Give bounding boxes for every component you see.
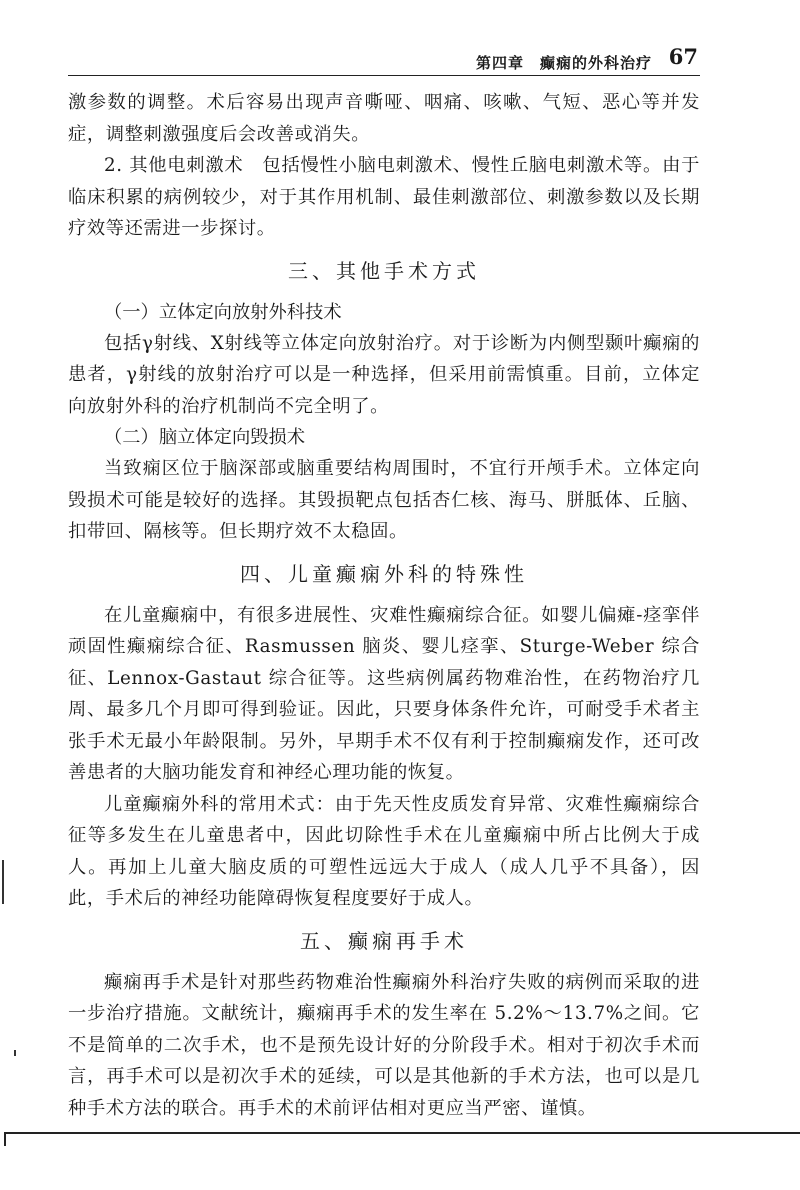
page-body — [68, 87, 700, 1124]
paragraph: 儿童癫痫外科的常用术式：由于先天性皮质发育异常、灾难性癫痫综合征等多发生在儿童患者中，因此切除性手术在儿童癫痫中所占比例大于成人。再加上儿童大脑皮质的可塑性远远大于成人（成人几乎不具备），因此，手术后的神经功能障碍恢复程度要好于成人。 — [68, 793, 700, 909]
paragraph: 激参数的调整。术后容易出现声音嘶哑、咽痛、咳嗽、气短、恶心等并发症，调整刺激强度后会改善或消失。 — [68, 92, 700, 145]
section-heading: 三、其他手术方式 — [288, 258, 480, 283]
page-number: 67 — [668, 44, 698, 69]
section-heading: 四、儿童癫痫外科的特殊性 — [240, 561, 528, 586]
footer-tick — [4, 1132, 6, 1146]
paragraph: 2. 其他电刺激术 包括慢性小脑电刺激术、慢性丘脑电刺激术等。由于临床积累的病例较少，对于其作用机制、最佳刺激部位、刺激参数以及长期疗效等还需进一步探讨。 — [68, 155, 700, 239]
paragraph: 癫痫再手术是针对那些药物难治性癫痫外科治疗失败的病例而采取的进一步治疗措施。文献统计，癫痫再手术的发生率在 5.2%～13.7%之间。它不是简单的二次手术，也不是预先设计好的分阶段手术。相对于初次手术而言，再手术可以是初次手术的延续，可以是其他新的手术方法，也可以是几种手术方法的联合。再手术的术前评估相对更应当严密、谨慎。 — [68, 971, 700, 1119]
section-heading: 五、癫痫再手术 — [300, 928, 468, 953]
margin-mark — [2, 860, 4, 904]
paragraph: 包括γ射线、X射线等立体定向放射治疗。对于诊断为内侧型颞叶癫痫的患者，γ射线的放射治疗可以是一种选择，但采用前需慎重。目前，立体定向放射外科的治疗机制尚不完全明了。 — [68, 332, 700, 417]
paragraph: 当致痫区位于脑深部或脑重要结构周围时，不宜行开颅手术。立体定向毁损术可能是较好的选择。其毁损靶点包括杏仁核、海马、胼胝体、丘脑、扣带回、隔核等。但长期疗效不太稳固。 — [68, 458, 700, 542]
margin-dot — [14, 1050, 16, 1056]
subsection-heading: （一）立体定向放射外科技术 — [104, 301, 342, 323]
footer-rule — [4, 1132, 800, 1134]
subsection-heading: （二）脑立体定向毁损术 — [104, 427, 306, 448]
paragraph: 在儿童癫痫中，有很多进展性、灾难性癫痫综合征。如婴儿偏瘫-痉挛伴顽固性癫痫综合征、Rasmussen 脑炎、婴儿痉挛、Sturge-Weber 综合征、Lennox-Gastaut 综合征等。这些病例属药物难治性，在药物治疗几周、最多几个月即可得到验证。因此，只要身体条件允许，可耐受手术者主张手术无最小年龄限制。另外，早期手术不仅有利于控制癫痫发作，还可改善患者的大脑功能发育和神经心理功能的恢复。 — [68, 604, 700, 783]
chapter-title: 第四章 癫痫的外科治疗 — [475, 54, 652, 72]
running-header — [68, 44, 700, 76]
